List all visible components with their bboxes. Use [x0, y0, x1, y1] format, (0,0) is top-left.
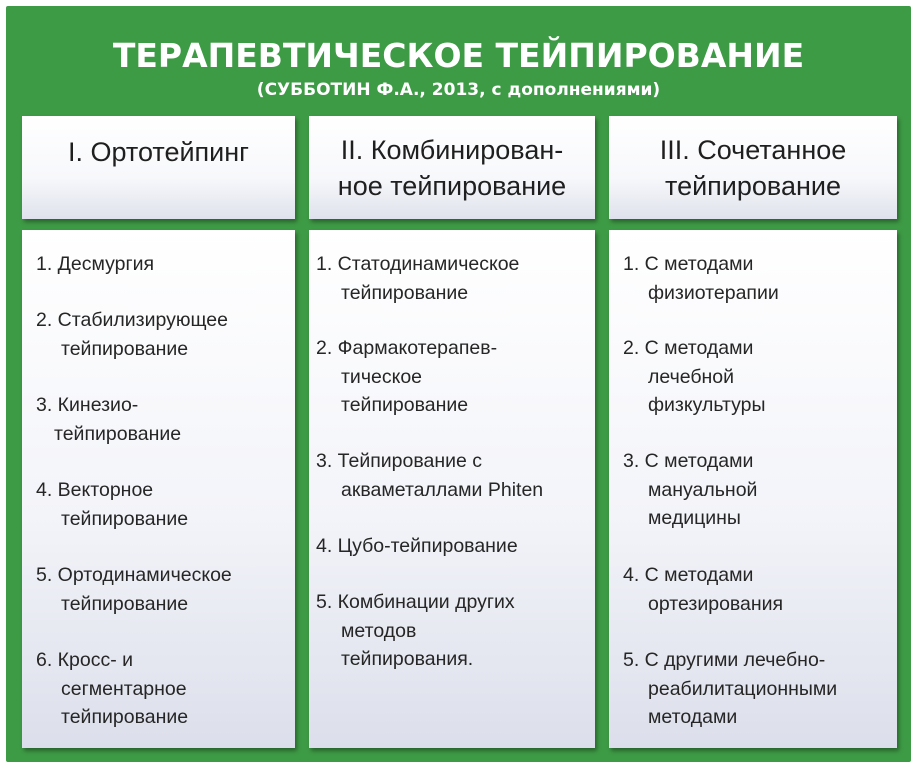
list-item	[36, 476, 188, 533]
list-item-line: ортезирования	[648, 592, 784, 615]
list-item-line: 3. Тейпирование с	[316, 450, 483, 472]
list-item-line: реабилитационными	[648, 677, 838, 700]
list-item	[316, 588, 515, 674]
list-item-line: тейпирование	[341, 394, 469, 416]
list-item-line: 4. Цубо-тейпирование	[316, 535, 518, 557]
column-body-orthotaping	[22, 230, 295, 748]
list-item	[36, 250, 154, 279]
list-item-line: физкультуры	[648, 394, 766, 416]
list-item-line: 4. С методами	[623, 564, 754, 586]
list-item-line: медицины	[648, 507, 741, 529]
list-item-line: 6. Кросс- и	[36, 649, 134, 671]
list-item-line: 1. Десмургия	[36, 253, 155, 275]
list-item	[623, 447, 757, 533]
column-header-line: I. Ортотейпинг	[67, 137, 250, 167]
list-item-line: мануальной	[648, 478, 758, 501]
list-item-line: тическое	[341, 365, 423, 388]
list-item-line: физиотерапии	[648, 281, 779, 304]
list-item-line: 4. Векторное	[36, 479, 154, 501]
list-item	[36, 646, 188, 732]
list-item-line: 5. Комбинации других	[316, 591, 515, 613]
column-body-combined-taping	[309, 230, 595, 748]
column-header-line: тейпирование	[665, 170, 841, 201]
list-item-line: тейпирование	[61, 507, 189, 530]
list-item-line: лечебной	[648, 365, 735, 388]
list-item-line: сегментарное	[61, 677, 187, 700]
list-item-line: методами	[648, 706, 738, 728]
column-header-orthotaping	[22, 116, 295, 219]
list-item	[623, 334, 766, 420]
list-item-line: тейпирование	[61, 337, 189, 360]
list-item	[316, 532, 518, 561]
list-item-line: тейпирования.	[341, 648, 474, 670]
list-item	[36, 561, 232, 618]
list-item-line: 5. С другими лечебно-	[623, 649, 826, 671]
list-item	[316, 447, 543, 504]
list-item-line: 5. Ортодинамическое	[36, 564, 232, 586]
list-item-line: тейпирование	[341, 281, 469, 304]
list-item-line: 3. С методами	[623, 450, 754, 472]
list-item	[316, 250, 519, 307]
poster-subtitle: (СУББОТИН Ф.А., 2013, с дополнениями)	[256, 80, 661, 100]
column-header-line: ное тейпирование	[337, 170, 567, 201]
column-header-line: III. Сочетанное	[659, 134, 847, 165]
list-item-line: 1. Статодинамическое	[316, 253, 520, 275]
poster-title: ТЕРАПЕВТИЧЕСКОЕ ТЕЙПИРОВАНИЕ	[112, 36, 805, 75]
column-body-conjunct-taping	[609, 230, 897, 748]
list-item-line: 2. Стабилизирующее	[36, 309, 229, 331]
list-item	[623, 561, 783, 618]
column-header-combined-taping	[309, 116, 595, 219]
list-item-line: методов	[341, 619, 417, 642]
list-item-line: акваметаллами Phiten	[341, 478, 544, 501]
list-item	[623, 646, 837, 732]
list-item	[316, 334, 497, 420]
list-item-line: тейпирование	[54, 422, 182, 445]
list-item-line: 3. Кинезио-	[36, 394, 139, 416]
list-item-line: 1. С методами	[623, 253, 754, 275]
list-item	[623, 250, 779, 307]
list-item-line: тейпирование	[61, 706, 189, 728]
list-item-line: тейпирование	[61, 592, 189, 615]
column-header-line: II. Комбинирован-	[340, 134, 564, 165]
list-item-line: 2. С методами	[623, 337, 754, 359]
column-header-conjunct-taping	[609, 116, 897, 219]
list-item-line: 2. Фармакотерапев-	[316, 337, 498, 359]
list-item	[36, 391, 181, 448]
poster-board	[6, 6, 911, 762]
list-item	[36, 306, 228, 363]
